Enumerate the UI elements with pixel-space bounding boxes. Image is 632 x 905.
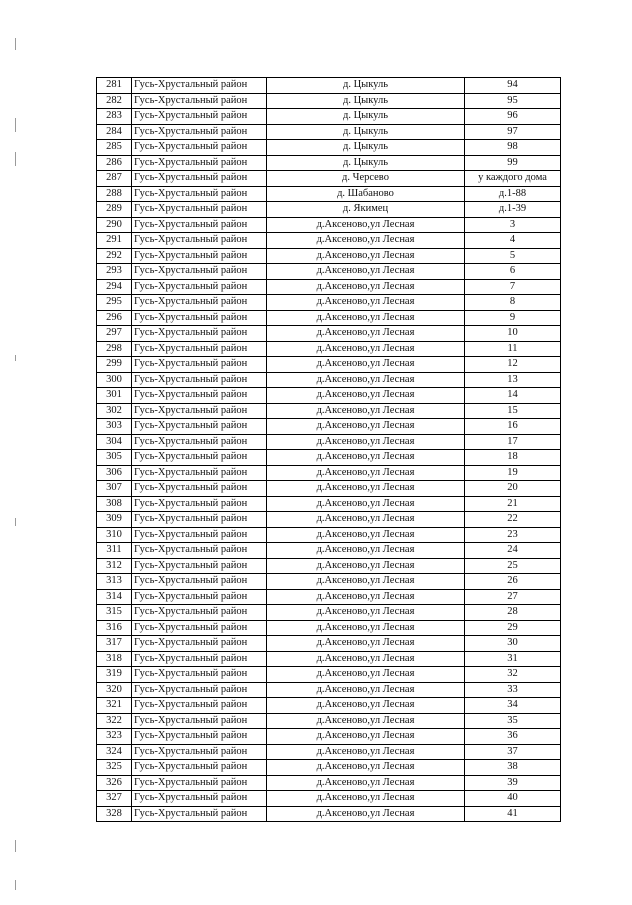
row-number-cell: 282 (97, 93, 132, 109)
table-row (97, 682, 561, 698)
district-cell: Гусь-Хрустальный район (132, 620, 267, 636)
house-number-cell: 30 (465, 636, 561, 652)
district-cell: Гусь-Хрустальный район (132, 419, 267, 435)
house-number-cell: 22 (465, 512, 561, 528)
row-number-cell: 327 (97, 791, 132, 807)
district-cell: Гусь-Хрустальный район (132, 465, 267, 481)
locality-cell: д.Аксеново,ул Лесная (267, 465, 465, 481)
house-number-cell: 40 (465, 791, 561, 807)
district-cell: Гусь-Хрустальный район (132, 279, 267, 295)
house-number-cell: 15 (465, 403, 561, 419)
row-number-cell: 288 (97, 186, 132, 202)
locality-cell: д.Аксеново,ул Лесная (267, 481, 465, 497)
district-cell: Гусь-Хрустальный район (132, 806, 267, 822)
house-number-cell: 11 (465, 341, 561, 357)
row-number-cell: 328 (97, 806, 132, 822)
house-number-cell: 23 (465, 527, 561, 543)
table-row (97, 310, 561, 326)
locality-cell: д.Аксеново,ул Лесная (267, 264, 465, 280)
district-cell: Гусь-Хрустальный район (132, 388, 267, 404)
table-row (97, 140, 561, 156)
district-cell: Гусь-Хрустальный район (132, 651, 267, 667)
locality-cell: д.Аксеново,ул Лесная (267, 760, 465, 776)
house-number-cell: 39 (465, 775, 561, 791)
locality-cell: д.Аксеново,ул Лесная (267, 636, 465, 652)
scan-margin-mark (15, 38, 16, 50)
table-row (97, 248, 561, 264)
table-row (97, 481, 561, 497)
locality-cell: д. Цыкуль (267, 155, 465, 171)
table-row (97, 202, 561, 218)
scan-margin-mark (15, 840, 16, 852)
house-number-cell: д.1-88 (465, 186, 561, 202)
locality-cell: д.Аксеново,ул Лесная (267, 326, 465, 342)
house-number-cell: 10 (465, 326, 561, 342)
district-cell: Гусь-Хрустальный район (132, 264, 267, 280)
row-number-cell: 284 (97, 124, 132, 140)
house-number-cell: у каждого дома (465, 171, 561, 187)
district-cell: Гусь-Хрустальный район (132, 574, 267, 590)
row-number-cell: 308 (97, 496, 132, 512)
row-number-cell: 291 (97, 233, 132, 249)
table-row (97, 403, 561, 419)
district-cell: Гусь-Хрустальный район (132, 341, 267, 357)
district-cell: Гусь-Хрустальный район (132, 760, 267, 776)
locality-cell: д.Аксеново,ул Лесная (267, 434, 465, 450)
house-number-cell: 4 (465, 233, 561, 249)
district-cell: Гусь-Хрустальный район (132, 109, 267, 125)
locality-cell: д.Аксеново,ул Лесная (267, 310, 465, 326)
locality-cell: д.Аксеново,ул Лесная (267, 419, 465, 435)
row-number-cell: 296 (97, 310, 132, 326)
house-number-cell: 24 (465, 543, 561, 559)
district-cell: Гусь-Хрустальный район (132, 403, 267, 419)
house-number-cell: 95 (465, 93, 561, 109)
locality-cell: д.Аксеново,ул Лесная (267, 217, 465, 233)
district-cell: Гусь-Хрустальный район (132, 558, 267, 574)
district-cell: Гусь-Хрустальный район (132, 729, 267, 745)
row-number-cell: 301 (97, 388, 132, 404)
house-number-cell: 31 (465, 651, 561, 667)
row-number-cell: 311 (97, 543, 132, 559)
district-cell: Гусь-Хрустальный район (132, 78, 267, 94)
locality-cell: д.Аксеново,ул Лесная (267, 698, 465, 714)
row-number-cell: 281 (97, 78, 132, 94)
locality-cell: д.Аксеново,ул Лесная (267, 806, 465, 822)
row-number-cell: 322 (97, 713, 132, 729)
scan-margin-mark (15, 118, 16, 132)
table-row (97, 419, 561, 435)
house-number-cell: 3 (465, 217, 561, 233)
district-cell: Гусь-Хрустальный район (132, 744, 267, 760)
district-cell: Гусь-Хрустальный район (132, 713, 267, 729)
row-number-cell: 298 (97, 341, 132, 357)
locality-cell: д.Аксеново,ул Лесная (267, 403, 465, 419)
row-number-cell: 315 (97, 605, 132, 621)
row-number-cell: 290 (97, 217, 132, 233)
row-number-cell: 287 (97, 171, 132, 187)
registry-table-body (97, 78, 561, 822)
locality-cell: д. Цыкуль (267, 93, 465, 109)
table-row (97, 155, 561, 171)
house-number-cell: 99 (465, 155, 561, 171)
house-number-cell: 28 (465, 605, 561, 621)
district-cell: Гусь-Хрустальный район (132, 217, 267, 233)
row-number-cell: 285 (97, 140, 132, 156)
table-row (97, 109, 561, 125)
district-cell: Гусь-Хрустальный район (132, 450, 267, 466)
row-number-cell: 294 (97, 279, 132, 295)
district-cell: Гусь-Хрустальный район (132, 605, 267, 621)
locality-cell: д.Аксеново,ул Лесная (267, 372, 465, 388)
table-row (97, 558, 561, 574)
locality-cell: д.Аксеново,ул Лесная (267, 775, 465, 791)
locality-cell: д.Аксеново,ул Лесная (267, 620, 465, 636)
table-row (97, 341, 561, 357)
table-row (97, 295, 561, 311)
house-number-cell: 27 (465, 589, 561, 605)
district-cell: Гусь-Хрустальный район (132, 481, 267, 497)
district-cell: Гусь-Хрустальный район (132, 775, 267, 791)
house-number-cell: 25 (465, 558, 561, 574)
district-cell: Гусь-Хрустальный район (132, 233, 267, 249)
row-number-cell: 324 (97, 744, 132, 760)
locality-cell: д.Аксеново,ул Лесная (267, 527, 465, 543)
table-row (97, 78, 561, 94)
table-row (97, 698, 561, 714)
house-number-cell: 9 (465, 310, 561, 326)
district-cell: Гусь-Хрустальный район (132, 140, 267, 156)
district-cell: Гусь-Хрустальный район (132, 124, 267, 140)
locality-cell: д. Якимец (267, 202, 465, 218)
locality-cell: д.Аксеново,ул Лесная (267, 729, 465, 745)
district-cell: Гусь-Хрустальный район (132, 698, 267, 714)
row-number-cell: 299 (97, 357, 132, 373)
district-cell: Гусь-Хрустальный район (132, 326, 267, 342)
locality-cell: д.Аксеново,ул Лесная (267, 543, 465, 559)
locality-cell: д.Аксеново,ул Лесная (267, 233, 465, 249)
house-number-cell: 97 (465, 124, 561, 140)
district-cell: Гусь-Хрустальный район (132, 295, 267, 311)
table-row (97, 326, 561, 342)
scan-margin-mark (15, 518, 16, 526)
locality-cell: д.Аксеново,ул Лесная (267, 357, 465, 373)
table-row (97, 434, 561, 450)
registry-table (96, 77, 561, 822)
table-row (97, 279, 561, 295)
row-number-cell: 326 (97, 775, 132, 791)
house-number-cell: 98 (465, 140, 561, 156)
district-cell: Гусь-Хрустальный район (132, 512, 267, 528)
table-row (97, 667, 561, 683)
locality-cell: д.Аксеново,ул Лесная (267, 558, 465, 574)
house-number-cell: 96 (465, 109, 561, 125)
locality-cell: д.Аксеново,ул Лесная (267, 605, 465, 621)
district-cell: Гусь-Хрустальный район (132, 589, 267, 605)
table-row (97, 574, 561, 590)
district-cell: Гусь-Хрустальный район (132, 171, 267, 187)
locality-cell: д.Аксеново,ул Лесная (267, 341, 465, 357)
district-cell: Гусь-Хрустальный район (132, 496, 267, 512)
locality-cell: д. Черсево (267, 171, 465, 187)
district-cell: Гусь-Хрустальный район (132, 667, 267, 683)
row-number-cell: 286 (97, 155, 132, 171)
house-number-cell: 20 (465, 481, 561, 497)
locality-cell: д. Шабаново (267, 186, 465, 202)
locality-cell: д.Аксеново,ул Лесная (267, 574, 465, 590)
district-cell: Гусь-Хрустальный район (132, 310, 267, 326)
scan-margin-mark (15, 355, 16, 361)
house-number-cell: 38 (465, 760, 561, 776)
house-number-cell: 32 (465, 667, 561, 683)
locality-cell: д.Аксеново,ул Лесная (267, 295, 465, 311)
row-number-cell: 325 (97, 760, 132, 776)
locality-cell: д.Аксеново,ул Лесная (267, 667, 465, 683)
district-cell: Гусь-Хрустальный район (132, 543, 267, 559)
table-row (97, 527, 561, 543)
table-row (97, 651, 561, 667)
district-cell: Гусь-Хрустальный район (132, 202, 267, 218)
table-row (97, 186, 561, 202)
table-row (97, 775, 561, 791)
row-number-cell: 319 (97, 667, 132, 683)
house-number-cell: 35 (465, 713, 561, 729)
house-number-cell: 19 (465, 465, 561, 481)
table-row (97, 620, 561, 636)
locality-cell: д.Аксеново,ул Лесная (267, 651, 465, 667)
district-cell: Гусь-Хрустальный район (132, 93, 267, 109)
row-number-cell: 323 (97, 729, 132, 745)
row-number-cell: 314 (97, 589, 132, 605)
row-number-cell: 304 (97, 434, 132, 450)
row-number-cell: 309 (97, 512, 132, 528)
row-number-cell: 318 (97, 651, 132, 667)
house-number-cell: 37 (465, 744, 561, 760)
row-number-cell: 302 (97, 403, 132, 419)
table-row (97, 124, 561, 140)
table-row (97, 543, 561, 559)
table-row (97, 93, 561, 109)
table-row (97, 388, 561, 404)
table-row (97, 465, 561, 481)
house-number-cell: 29 (465, 620, 561, 636)
row-number-cell: 289 (97, 202, 132, 218)
row-number-cell: 321 (97, 698, 132, 714)
row-number-cell: 295 (97, 295, 132, 311)
row-number-cell: 283 (97, 109, 132, 125)
table-row (97, 636, 561, 652)
table-row (97, 264, 561, 280)
district-cell: Гусь-Хрустальный район (132, 434, 267, 450)
table-row (97, 496, 561, 512)
locality-cell: д.Аксеново,ул Лесная (267, 279, 465, 295)
house-number-cell: 16 (465, 419, 561, 435)
house-number-cell: 18 (465, 450, 561, 466)
house-number-cell: 34 (465, 698, 561, 714)
house-number-cell: 17 (465, 434, 561, 450)
row-number-cell: 317 (97, 636, 132, 652)
scan-margin-mark (15, 152, 16, 166)
row-number-cell: 300 (97, 372, 132, 388)
district-cell: Гусь-Хрустальный район (132, 682, 267, 698)
locality-cell: д.Аксеново,ул Лесная (267, 791, 465, 807)
row-number-cell: 312 (97, 558, 132, 574)
district-cell: Гусь-Хрустальный район (132, 248, 267, 264)
district-cell: Гусь-Хрустальный район (132, 155, 267, 171)
row-number-cell: 305 (97, 450, 132, 466)
table-row (97, 217, 561, 233)
table-row (97, 713, 561, 729)
row-number-cell: 320 (97, 682, 132, 698)
row-number-cell: 297 (97, 326, 132, 342)
house-number-cell: 14 (465, 388, 561, 404)
table-row (97, 589, 561, 605)
row-number-cell: 303 (97, 419, 132, 435)
district-cell: Гусь-Хрустальный район (132, 791, 267, 807)
table-row (97, 791, 561, 807)
row-number-cell: 316 (97, 620, 132, 636)
district-cell: Гусь-Хрустальный район (132, 357, 267, 373)
table-row (97, 729, 561, 745)
locality-cell: д.Аксеново,ул Лесная (267, 713, 465, 729)
table-row (97, 512, 561, 528)
house-number-cell: 36 (465, 729, 561, 745)
row-number-cell: 310 (97, 527, 132, 543)
locality-cell: д.Аксеново,ул Лесная (267, 450, 465, 466)
house-number-cell: 94 (465, 78, 561, 94)
table-row (97, 372, 561, 388)
row-number-cell: 293 (97, 264, 132, 280)
table-row (97, 357, 561, 373)
locality-cell: д.Аксеново,ул Лесная (267, 248, 465, 264)
table-row (97, 744, 561, 760)
table-row (97, 806, 561, 822)
district-cell: Гусь-Хрустальный район (132, 527, 267, 543)
house-number-cell: д.1-39 (465, 202, 561, 218)
house-number-cell: 26 (465, 574, 561, 590)
table-row (97, 233, 561, 249)
locality-cell: д.Аксеново,ул Лесная (267, 682, 465, 698)
locality-cell: д.Аксеново,ул Лесная (267, 744, 465, 760)
house-number-cell: 13 (465, 372, 561, 388)
row-number-cell: 292 (97, 248, 132, 264)
row-number-cell: 313 (97, 574, 132, 590)
district-cell: Гусь-Хрустальный район (132, 186, 267, 202)
locality-cell: д.Аксеново,ул Лесная (267, 589, 465, 605)
table-row (97, 450, 561, 466)
house-number-cell: 7 (465, 279, 561, 295)
locality-cell: д.Аксеново,ул Лесная (267, 512, 465, 528)
row-number-cell: 306 (97, 465, 132, 481)
house-number-cell: 41 (465, 806, 561, 822)
district-cell: Гусь-Хрустальный район (132, 372, 267, 388)
scan-margin-mark (15, 880, 16, 890)
house-number-cell: 8 (465, 295, 561, 311)
locality-cell: д. Цыкуль (267, 140, 465, 156)
locality-cell: д. Цыкуль (267, 124, 465, 140)
table-row (97, 171, 561, 187)
table-row (97, 760, 561, 776)
house-number-cell: 21 (465, 496, 561, 512)
row-number-cell: 307 (97, 481, 132, 497)
locality-cell: д.Аксеново,ул Лесная (267, 388, 465, 404)
locality-cell: д.Аксеново,ул Лесная (267, 496, 465, 512)
locality-cell: д. Цыкуль (267, 78, 465, 94)
district-cell: Гусь-Хрустальный район (132, 636, 267, 652)
house-number-cell: 6 (465, 264, 561, 280)
table-row (97, 605, 561, 621)
locality-cell: д. Цыкуль (267, 109, 465, 125)
house-number-cell: 33 (465, 682, 561, 698)
house-number-cell: 5 (465, 248, 561, 264)
house-number-cell: 12 (465, 357, 561, 373)
